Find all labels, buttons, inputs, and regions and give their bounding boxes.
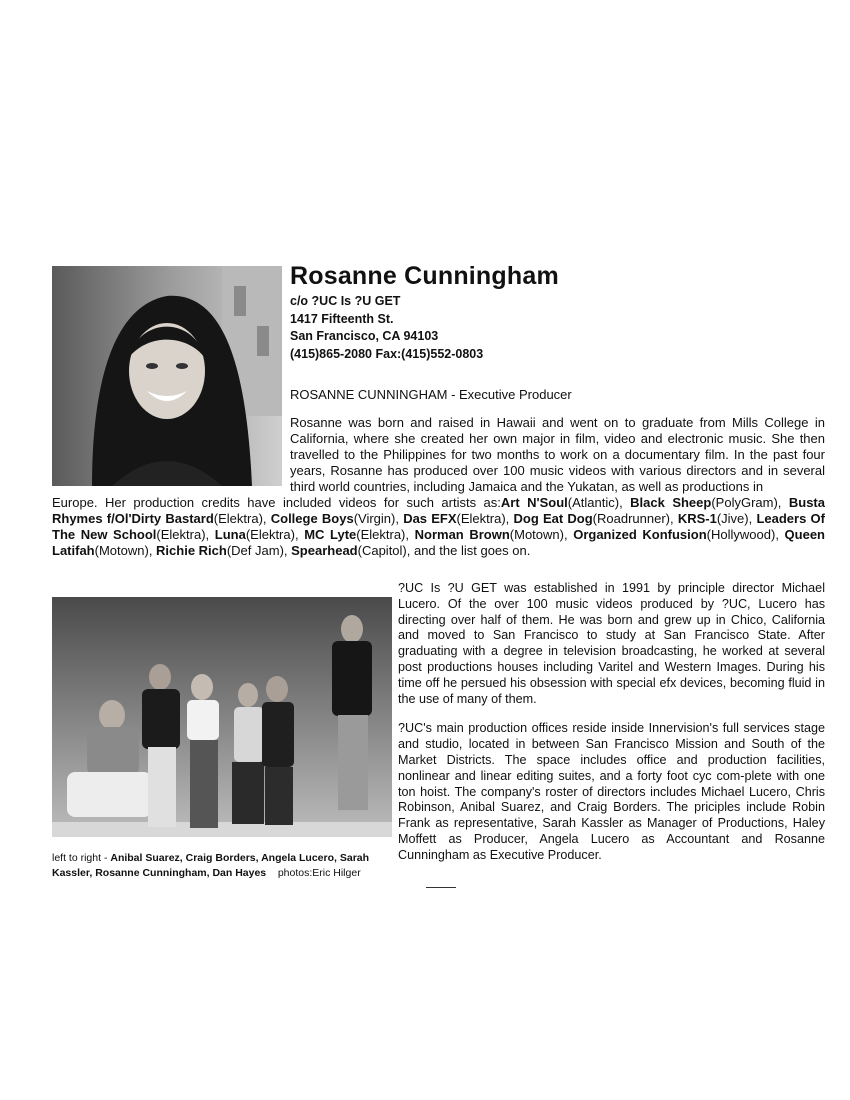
credit-artist: MC Lyte [304,527,357,542]
credit-item [156,543,284,558]
credit-item [304,527,405,542]
credit-label: (Elektra) [245,527,295,542]
credit-item [501,495,619,510]
credit-item [573,527,775,542]
address-line-phone-fax: (415)865-2080 Fax:(415)552-0803 [290,346,484,361]
credit-item [403,511,505,526]
credit-artist: KRS-1 [677,511,717,526]
credit-label: (Motown) [509,527,564,542]
credit-label: (Elektra) [356,527,406,542]
credit-artist: Richie Rich [156,543,227,558]
credit-label: (Elektra) [456,511,506,526]
credit-item [291,543,407,558]
credit-label: (Jive) [716,511,749,526]
credit-label: (Def Jam) [226,543,284,558]
address-line-street: 1417 Fifteenth St. [290,311,394,326]
credit-artist: Busta Rhymes f/Ol'Dirty Bastard [52,495,825,526]
credit-label: (Elektra) [213,511,263,526]
credit-artist: Norman Brown [414,527,510,542]
portrait-photo [52,266,282,486]
credit-artist: Leaders Of The New School [52,511,825,542]
caption-names: Anibal Suarez, Craig Borders, Angela Lucero, Sarah Kassler, Rosanne Cunningham, Dan Hayes [52,852,370,879]
address-line-care-of: c/o ?UC Is ?U GET [290,294,401,308]
credit-item [415,527,564,542]
credit-artist: Black Sheep [630,495,712,510]
role-heading: ROSANNE CUNNINGHAM - Executive Producer [290,387,572,402]
credit-artist: College Boys [270,511,354,526]
credit-artist: Dog Eat Dog [513,511,593,526]
credit-label: (Virgin) [353,511,396,526]
credit-item [678,511,749,526]
address-line-city: San Francisco, CA 94103 [290,329,439,343]
caption-prefix: left to right - [52,852,111,864]
company-paragraph-history: ?UC Is ?U GET was established in 1991 by principle director Michael Lucero. Of the over 100 music videos produced by ?UC, Lucero has directing over half of them. He was born and grew up in Chico, California and moved to San Francisco to study at San Francisco State. After graduating with a degree in television broadcasting, he worked at several post productions houses including Varitel and Western Images. During his time off he persued his obsession with special efx devices, becoming fluid in the use of many of them. [398,581,825,706]
credit-item [630,495,778,510]
credit-artist: Das EFX [403,511,457,526]
group-photo [52,597,392,837]
company-description [398,581,825,878]
caption-photo-credit: photos:Eric Hilger [277,867,361,879]
credit-label: (Motown) [94,543,149,558]
credit-label: (Roadrunner) [592,511,670,526]
company-paragraph-offices: ?UC's main production offices reside inside Innervision's full services stage and studio, located in between San Francisco Mission and South of the Market Districts. The space includes office and production facilities, nonlinear and linear editing suites, and a forty foot cyc com-plete with one ton hoist. The company's roster of directors includes Michael Lucero, Chris Robinson, Anibal Suarez, and Craig Borders. The priciples include Robin Frank as representative, Sarah Kassler as Manager of Productions, Haley Moffett as Producer, Angela Lucero as Accountant and Rosanne Cunningham as Executive Producer. [398,721,825,862]
credit-artist: Art N'Soul [500,495,568,510]
credit-label: (Hollywood) [706,527,776,542]
credit-item [215,527,295,542]
bio-paragraph-indented: Rosanne was born and raised in Hawaii and went on to graduate from Mills College in California, where she created her own major in film, video and electronic music. She then travelled to the Philippines for two months to work on a documentary film. In the past four years, Rosanne has produced over 100 music videos with various directors and in several third world countries, including Jamaica and the Yukatan, as well as productions in [290,415,825,494]
credit-label: (Atlantic) [567,495,620,510]
credit-label: (Elektra) [156,527,206,542]
credit-item [513,511,670,526]
bio-credits-intro: Europe. Her production credits have included videos for such artists as: [52,495,501,510]
credit-artist: Luna [214,527,246,542]
bio-credits-outro: , and the list goes on. [406,543,531,558]
credit-artist: Queen Latifah [52,527,826,558]
photo-caption [52,851,392,881]
credit-artist: Spearhead [291,543,358,558]
bio-paragraph-credits: Europe. Her production credits have included videos for such artists as:Art N'Soul(Atlantic), Black Sheep(PolyGram), Busta Rhymes f/Ol'Dirty Bastard(Elektra), College Boys(Virgin), Das EFX(Elektra), Dog Eat Dog(Roadrunner), KRS-1(Jive), Leaders Of The New School(Elektra), Luna(Elektra), MC Lyte(Elektra), Norman Brown(Motown), Organized Konfusion(Hollywood), Queen Latifah(Motown), Richie Rich(Def Jam), Spearhead(Capitol), and the list goes on. [52,495,826,558]
credit-label: (Capitol) [357,543,407,558]
credit-item [271,511,396,526]
credit-label: (PolyGram) [711,495,778,510]
divider [426,887,456,888]
credit-artist: Organized Konfusion [573,527,707,542]
contact-address [290,293,483,363]
profile-name: Rosanne Cunningham [290,262,559,290]
